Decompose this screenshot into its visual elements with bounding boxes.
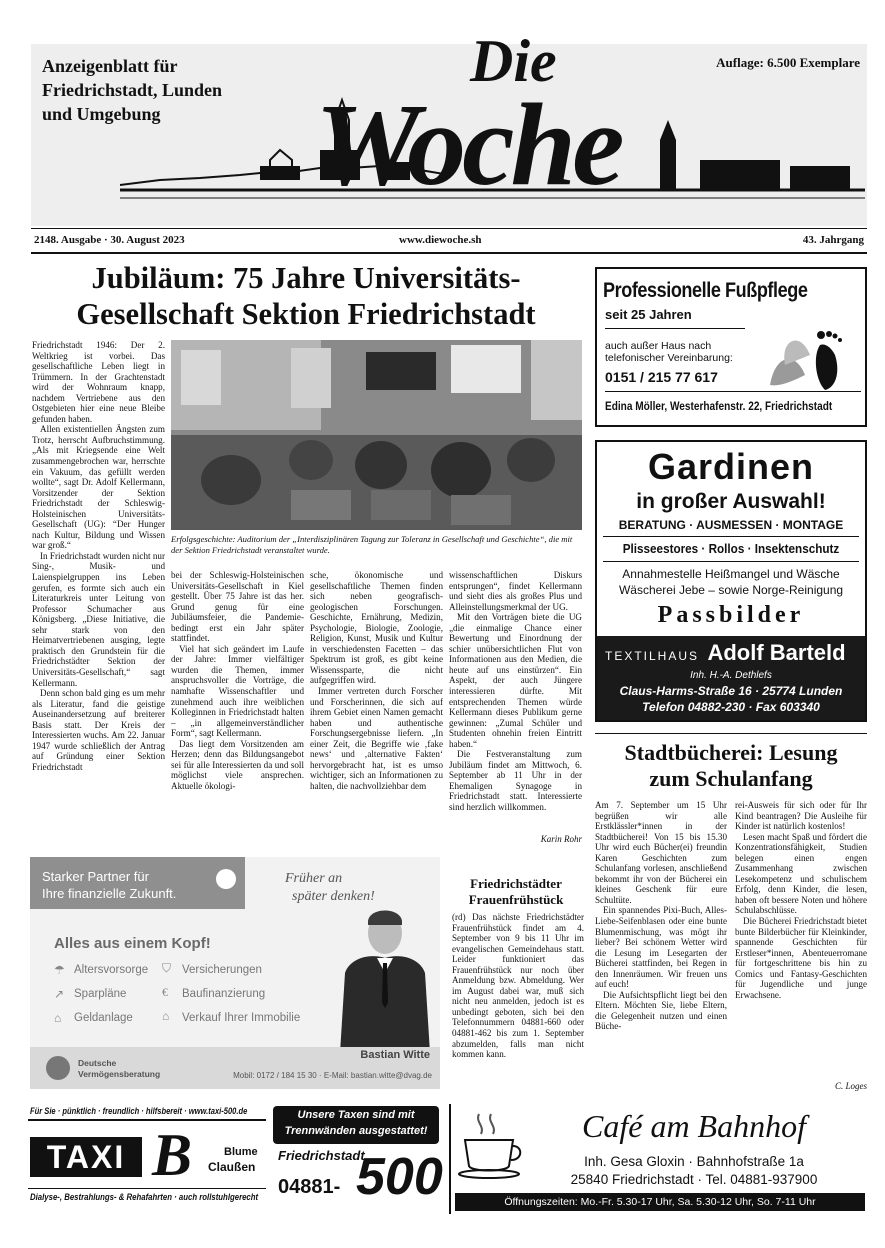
dvag-script-2: später denken!	[292, 889, 375, 904]
paragraph: Die Festveranstaltung zum Jubiläum findet am Mittwoch, 6. September ab 11 Uhr in der Ehemaligen Synagoge in Friedrichstadt statt. Interessierte sind herzlich willkommen.	[449, 749, 582, 813]
paragraph: rei-Ausweis für sich oder für Ihr Kind beantragen? Die Ausleihe für Kinder ist natürlich kostenlos!	[735, 800, 867, 832]
lead-author: Karin Rohr	[540, 834, 582, 844]
textil-divider	[603, 536, 859, 537]
ad-separator	[449, 1104, 451, 1214]
paragraph: Viel hat sich geändert im Laufe der Jahre: Immer vielfältiger wurden die Themen, immer anspruchsvoller die Vorträge, die namhafte Wissenschaftler und zunehmend auch ihre weiblichen Kolleginnen in Friedrichstadt halten – „in allgemeinverständlicher Form“, sagt Kellermann.	[171, 643, 304, 739]
textil-products: Plisseestores · Rollos · Insektenschutz	[622, 541, 840, 556]
dvag-item: Verkauf Ihrer Immobilie	[182, 1012, 301, 1024]
dvag-banner-line-2: Ihre finanzielle Zukunft.	[42, 886, 177, 901]
masthead-bottom-rule	[31, 252, 867, 254]
lead-headline-line-2: Gesellschaft Sektion Friedrichstadt	[76, 297, 536, 331]
paragraph: Die Bücherei Friedrichstadt bietet bunte Bilderbücher für Kleinkinder, spannende Geschichten für Erstleser*innen, Abenteuerromane für fortgeschrittene bis hin zu Comics und Fantasy-Geschichten für Jugendliche und junge Erwachsene.	[735, 916, 867, 1000]
house-icon: ⌂	[162, 1009, 170, 1023]
breakfast-headline	[448, 876, 584, 908]
library-headline-line-2: zum Schulanfang	[649, 766, 813, 791]
dvag-contact: Mobil: 0172 / 184 15 30 · E-Mail: bastian.witte@dvag.de	[233, 1071, 432, 1080]
paragraph: Immer vertreten durch Forscher und Forscherinnen, die sich auf ihrem Gebiet einen Namen gemacht haben und authentische Forschungsergebnisse liefern. „In einer Zeit, die Begriffe wie ‚fake news‘ und ‚alternative Fakten‘ hervorgebracht hat, ist es umso wichtiger, sich an Informationen zu halten, die nachvollziehbar dem	[310, 686, 443, 791]
masthead-rule	[31, 228, 867, 229]
tagline-line-2: Friedrichstadt, Lunden	[42, 80, 223, 100]
cafe-name: Café am Bahnhof	[582, 1108, 806, 1144]
breakfast-headline-line-2: Frauenfrühstück	[468, 892, 564, 907]
cafe-owner: Inh. Gesa Gloxin · Bahnhofstraße 1a	[584, 1154, 804, 1169]
taxi-notice-box	[273, 1106, 439, 1144]
foot-line-1: auch außer Haus nach	[605, 340, 712, 352]
auditorium-photo	[171, 340, 582, 530]
issue-number: 2148. Ausgabe · 30. August 2023	[34, 234, 185, 246]
foot-divider	[605, 328, 745, 329]
dvag-brand-logo	[46, 1056, 70, 1080]
textil-shop-band	[597, 636, 865, 720]
website-link[interactable]: www.diewoche.sh	[399, 234, 482, 246]
paragraph: (rd) Das nächste Friedrichstädter Frauenfrühstück findet am 4. September von 9 bis 11 Uhr im evangelischen Gemeindehaus statt. Leider funktioniert das Frauenfrühstück nur noch über Anmeldung bzw. Abmeldung. Wer im August dabei war, muß sich nicht neu anmelden, jedoch ist es unbedingt geboten, sich bei den Telefonnummern 04881-660 oder 04881-462 bis zum 1. September abzumelden, falls man nicht kommen kann.	[452, 912, 584, 1060]
issue-line	[34, 234, 864, 250]
dvag-item: Sparpläne	[74, 988, 127, 1000]
dvag-brand-1: Deutsche	[78, 1058, 117, 1068]
textil-shop-row	[605, 640, 861, 666]
paragraph: In Friedrichstadt wurden nicht nur Sing-, Musik- und Laienspielgruppen ins Leben gerufen, es formte sich auch ein Literaturkreis unter Leitung von Professor Schumacher aus Königsberg. „Diese Initiative, die sehr stark von den Heimatvertriebenen ausging, legte praktisch den Grundstein für die Friedrichstädter Sektion der Universitäts-Gesellschaft,“ sagt Kellermann.	[32, 550, 165, 688]
textil-line-2: Wäscherei Jebe – sowie Norge-Reinigung	[618, 583, 844, 597]
foot-title: Professionelle Fußpflege	[603, 279, 808, 302]
ad-foot-care	[595, 267, 867, 427]
dvag-item: Versicherungen	[182, 964, 262, 976]
foot-subtitle: seit 25 Jahren	[605, 307, 692, 322]
dvag-item: Geldanlage	[74, 1012, 133, 1024]
breakfast-headline-line-1: Friedrichstädter	[470, 876, 562, 891]
title-die: Die	[470, 28, 557, 94]
foot-line-2: telefonischer Vereinbarung:	[605, 352, 733, 364]
library-top-rule	[595, 733, 867, 734]
tagline-line-3: und Umgebung	[42, 104, 161, 124]
library-author: C. Loges	[834, 1081, 867, 1091]
paragraph: Mit den Vorträgen biete die UG „die einmalige Chance einer Bewertung und Einordnung der schier unübersichtlichen Flut von Informationen aus den Medien, die heute auf uns einstürzen“. Ein Aspekt, der auch Jüngere interessieren dürfte. Mit entsprechenden Themen würde Kellermann dieses Publikum gerne gewinnen: „Zumal Schüler und Studenten ohnehin freien Eintritt haben.“	[449, 612, 582, 749]
bank-icon: ⌂	[54, 1011, 62, 1025]
taxi-bottom-rule	[28, 1188, 266, 1189]
paragraph: Die Aufsichtspflicht liegt bei den Eltern. Möchten Sie, liebe Eltern, die Gelegenheit nutzen und einen Büche-	[595, 989, 727, 1032]
coffee-cup-icon	[457, 1112, 527, 1180]
paragraph: wissenschaftlichen Diskurs entsprungen“, findet Kellermann und sieht dies als großes Plus und Alleinstellungsmerkmal der UG.	[449, 570, 582, 612]
ad-cafe	[455, 1104, 865, 1214]
title-woche: Woche	[315, 79, 621, 210]
textil-shop-prefix: TEXTILHAUS	[605, 649, 700, 663]
dvag-item: Altersvorsorge	[74, 964, 149, 976]
auditorium-illustration	[171, 340, 582, 530]
circulation-label: Auflage: 6.500 Exemplare	[716, 55, 860, 70]
dvag-brand-2: Vermögensberatung	[78, 1069, 161, 1079]
paragraph: Am 7. September um 15 Uhr begrüßen wir alle Erstklässler*innen in der Stadtbücherei! Von 15 bis 15.30 Uhr wird euch Bücher(ei) freundin Karen Geschichten zum Schulanfang vorlesen, anschließend bekommt ihr von der Bücherei ein kleines Geschenk für eure Schultüte.	[595, 800, 727, 905]
lead-column-2	[171, 570, 304, 842]
library-column-1	[595, 800, 727, 1092]
cafe-address: 25840 Friedrichstadt · Tel. 04881-937900	[570, 1172, 818, 1187]
lead-column-3	[310, 570, 443, 842]
paragraph: bei der Schleswig-Holsteinischen Universitäts-Gesellschaft in Kiel gestellt. Über 75 Jahre ist das her. Grund genug für eine Jubiläumsfeier, die Pandemie-bedingt erst ein Jahr später stattfindet.	[171, 570, 304, 644]
footprint-icon	[765, 325, 855, 395]
textil-subtitle: in großer Auswahl!	[636, 490, 826, 513]
paragraph: sche, ökonomische und gesellschaftliche Themen finden sich neben geografisch-geologischen Forschungen. Geschichte, Ernährung, Medizin, Psychologie, Biologie, Zoologie, Religion, Kunst, Musik und Kultur in verschiedensten Facetten – das Spektrum ist groß, es gibt keine Wissenssparte, die nicht aufgegriffen wird.	[310, 570, 443, 686]
taxi-brand-2: Claußen	[208, 1160, 256, 1174]
masthead-title	[315, 28, 650, 218]
paragraph: Das liegt dem Vorsitzenden am Herzen; denn das Bildungsangebot sei für alle Interessierten da und soll möglichst viele ansprechen. Aktuelle ökologi-	[171, 738, 304, 791]
umbrella-icon: ☂	[54, 963, 65, 977]
library-column-2	[735, 800, 867, 1080]
paragraph: Lesen macht Spaß und fördert die Konzentrationsfähigkeit, Studien belegen einen engen Zusammenhang zwischen Lesekompetenz und schulischem Erfolg, denn Kinder, die lesen, haben oft bessere Noten und höhere Schulabschlüsse.	[735, 831, 867, 916]
taxi-notice-1: Unsere Taxen sind mit	[297, 1109, 415, 1121]
dvag-item: Baufinanzierung	[182, 988, 266, 1000]
lead-column-4	[449, 570, 582, 835]
chart-icon: ↗	[54, 987, 65, 1001]
cafe-hours: Öffnungszeiten: Mo.-Fr. 5.30-17 Uhr, Sa. 5.30-12 Uhr, So. 7-11 Uhr	[455, 1193, 865, 1211]
taxi-number: 500	[356, 1148, 443, 1206]
foot-phone: 0151 / 215 77 617	[605, 369, 718, 385]
taxi-monogram: B	[152, 1122, 193, 1188]
breakfast-text	[452, 912, 584, 1092]
taxi-notice-2: Trennwänden ausgestattet!	[284, 1125, 428, 1137]
textil-address: Claus-Harms-Straße 16 · 25774 Lunden	[619, 684, 843, 698]
paragraph: Friedrichstadt 1946: Der 2. Weltkrieg ist vorbei. Das gesellschaftliche Leben liegt in Trümmern. In der Grachtenstadt wird der Wohnraum knapp, nachdem Vertriebene aus den Ostgebieten hier eine neue Bleibe gefunden haben.	[32, 340, 165, 424]
textil-services: BERATUNG · AUSMESSEN · MONTAGE	[618, 518, 844, 532]
lead-headline-line-1: Jubiläum: 75 Jahre Universitäts-	[91, 261, 521, 295]
taxi-logo: TAXI	[30, 1137, 142, 1177]
dvag-heading: Alles aus einem Kopf!	[54, 935, 211, 952]
library-headline	[595, 740, 867, 792]
foot-footer: Edina Möller, Westerhafenstr. 22, Friedrichstadt	[605, 399, 833, 413]
library-headline-line-1: Stadtbücherei: Lesung	[624, 740, 838, 765]
paragraph: Ein spannendes Pixi-Buch, Alles-Liebe-Seifenblasen oder eine bunte Blumenmischung, was mögt ihr lieber? Bei schönem Wetter wird die Lesung im Lesegarten der Bücherei stattfinden, bei Regen in den Innenräumen. Wir freuen uns auf euch!	[595, 905, 727, 990]
ad-textilhaus	[595, 440, 867, 722]
shield-icon: ⛉	[162, 961, 172, 975]
textil-owner: Inh. H.-A. Dethlefs	[690, 670, 772, 681]
textil-passbilder: Passbilder	[657, 602, 805, 628]
photo-caption: Erfolgsgeschichte: Auditorium der „Interdisziplinären Tagung zur Toleranz in Gesellschaft und Geschichte“, die mit der Sektion Friedrichstadt veranstaltet wurde.	[171, 534, 573, 555]
euro-icon: €	[162, 985, 168, 999]
textil-shop-name: Adolf Barteld	[707, 640, 846, 665]
tagline-line-1: Anzeigenblatt für	[42, 56, 178, 76]
advisor-portrait	[330, 903, 440, 1053]
dvag-banner-line-1: Starker Partner für	[42, 869, 149, 884]
taxi-top-rule	[28, 1119, 266, 1121]
taxi-brand-1: Blume	[224, 1146, 258, 1158]
textil-divider-2	[603, 561, 859, 562]
paragraph: Denn schon bald ging es um mehr als Literatur, fand die geistige Auseinandersetzung auf breiterer Basis statt. Der Kreis der Interessierten wuchs. Am 22. Januar 1947 wurde schließlich der Antrag auf Gründung einer Sektion Friedrichstadt	[32, 688, 165, 772]
paragraph: Allen existentiellen Ängsten zum Trotz, herrscht Aufbruchstimmung. „Als mit Kriegsende eine Welt zusammengebrochen war, herrschte ein Vakuum, das gefüllt werden wollte“, sagt Dr. Adolf Kellermann, Vorsitzender der Sektion Friedrichstadt der Schleswig-Holsteinischen Universitäts-Gesellschaft (UG): “Der Hunger nach Kultur, Bildung und Wissen war groß.“	[32, 424, 165, 551]
taxi-prefix: 04881-	[278, 1176, 341, 1198]
taxi-city: Friedrichstadt	[278, 1148, 365, 1163]
lead-column-1	[32, 340, 165, 840]
dvag-script-1: Früher an	[285, 871, 343, 886]
taxi-bottom-line: Dialyse-, Bestrahlungs- & Rehafahrten · auch rollstuhlgerecht	[30, 1192, 259, 1203]
taxi-top-line: Für Sie · pünktlich · freundlich · hilfsbereit · www.taxi-500.de	[30, 1106, 248, 1116]
textil-contact: Telefon 04882-230 · Fax 603340	[642, 700, 820, 714]
ad-taxi	[28, 1104, 443, 1214]
volume-label: 43. Jahrgang	[802, 234, 864, 246]
lead-headline	[30, 260, 582, 332]
dvag-advisor: Bastian Witte	[360, 1049, 430, 1061]
dvag-logo-circle	[216, 869, 236, 889]
ad-dvag	[30, 857, 440, 1089]
textil-title: Gardinen	[647, 446, 815, 487]
textil-line-1: Annahmestelle Heißmangel und Wäsche	[622, 567, 840, 581]
